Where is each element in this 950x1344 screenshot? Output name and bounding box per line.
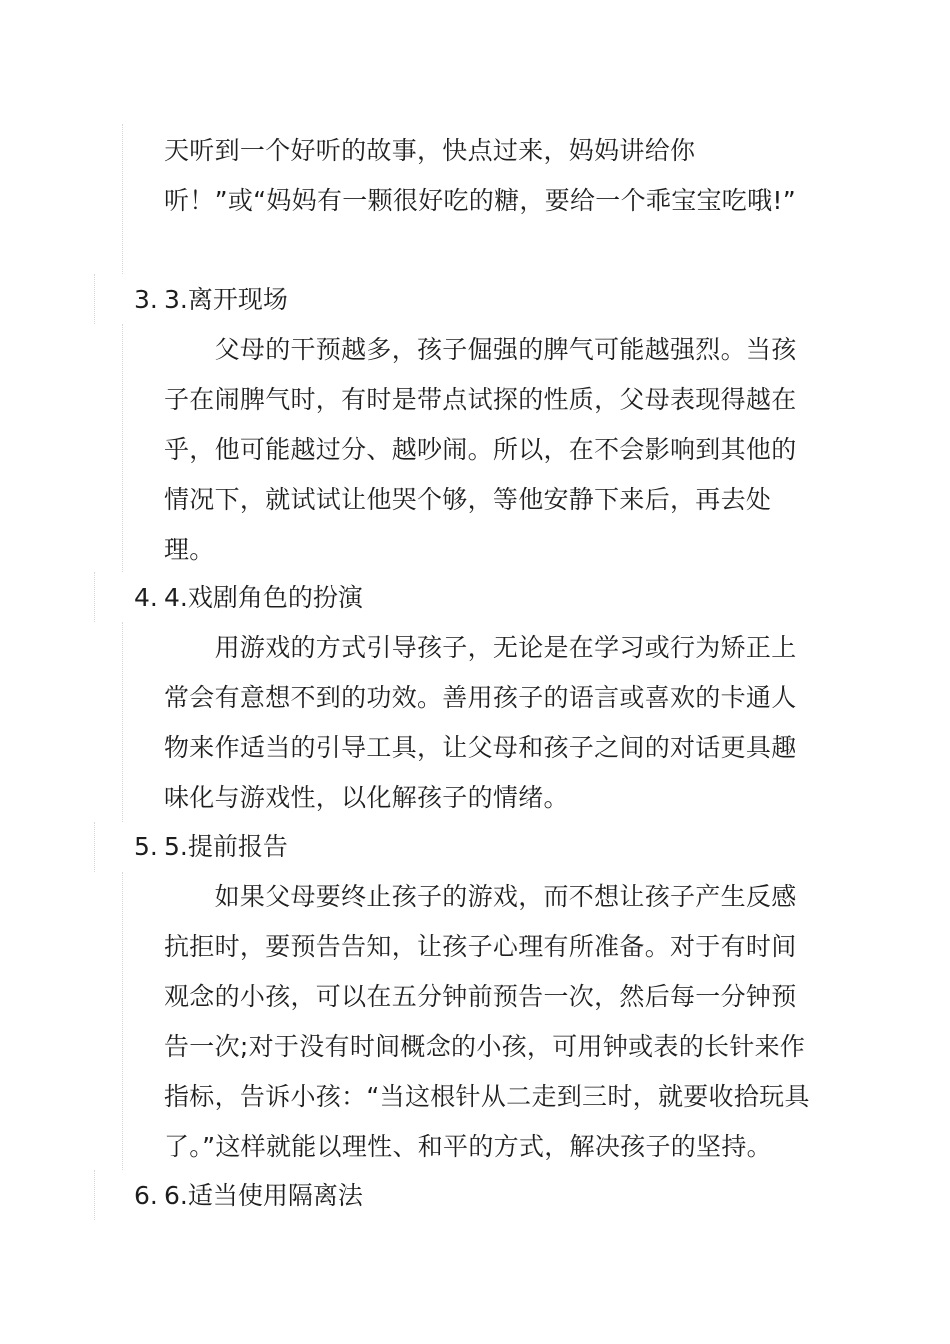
section-body-4: 用游戏的方式引导孩子，无论是在学习或行为矫正上常会有意想不到的功效。善用孩子的语言或喜欢的卡通人物来作适当的引导工具，让父母和孩子之间的对话更具趣味化与游戏性，以化解孩子的情绪。 [164,633,797,812]
margin-guide [122,872,123,1170]
section-title: 3.离开现场 [164,285,288,314]
section-heading-5 [134,822,288,872]
margin-guide [122,324,123,572]
section-title: 4.戏剧角色的扮演 [164,583,363,612]
section-body-3: 父母的干预越多，孩子倔强的脾气可能越强烈。当孩子在闹脾气时，有时是带点试探的性质，父母表现得越在乎，他可能越过分、越吵闹。所以，在不会影响到其他的情况下，就试试让他哭个够，等他安静下来后，再去处理。 [164,335,797,564]
list-number: 6. [134,1181,158,1210]
margin-guide [122,124,123,274]
section-heading-3 [134,275,288,325]
list-number: 4. [134,583,158,612]
intro-paragraph: 天听到一个好听的故事，快点过来，妈妈讲给你听！”或“妈妈有一颗很好吃的糖，要给一个乖宝宝吃哦!” [164,136,796,215]
section-heading-6 [134,1171,363,1221]
margin-guide [94,1170,95,1220]
section-title: 6.适当使用隔离法 [164,1181,363,1210]
section-body-5: 如果父母要终止孩子的游戏，而不想让孩子产生反感抗拒时，要预告告知，让孩子心理有所准备。对于有时间观念的小孩，可以在五分钟前预告一次，然后每一分钟预告一次;对于没有时间概念的小孩，可用钟或表的长针来作指标，告诉小孩：“当这根针从二走到三时，就要收拾玩具了。”这样就能以理性、和平的方式，解决孩子的坚持。 [164,882,810,1161]
list-number: 5. [134,832,158,861]
section-heading-4 [134,573,363,623]
margin-guide [94,572,95,622]
margin-guide [94,274,95,324]
margin-guide [94,822,95,872]
section-title: 5.提前报告 [164,832,288,861]
list-number: 3. [134,285,158,314]
margin-guide [122,622,123,822]
